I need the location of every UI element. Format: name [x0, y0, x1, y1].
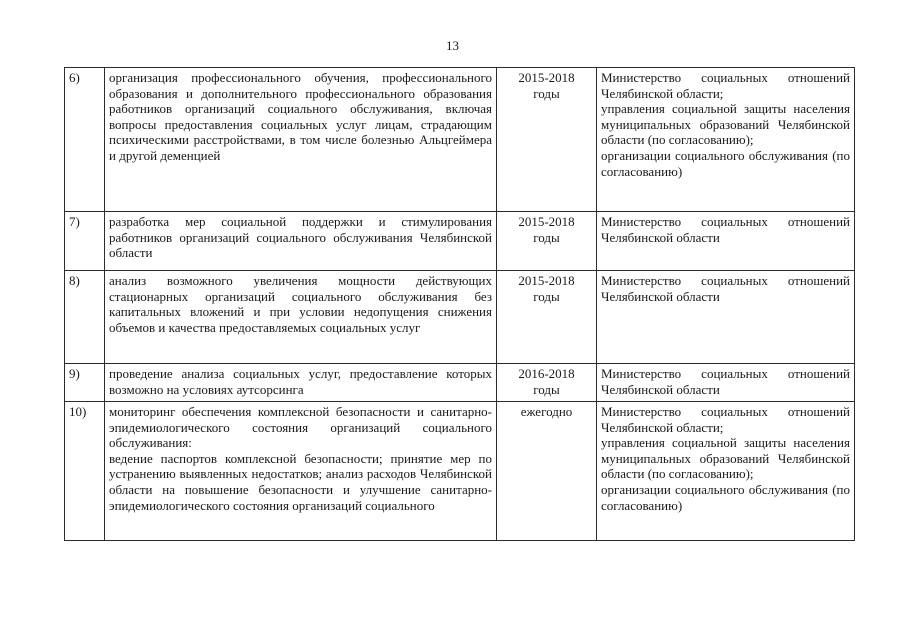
term-unit: годы — [533, 381, 560, 397]
responsible-cell — [597, 271, 855, 364]
term-cell — [497, 212, 597, 271]
term-years: 2015-2018 — [518, 273, 575, 288]
task-description: анализ возможного увеличения мощности действующих стационарных организаций социального обслуживания без капитальных вложений и при условии недопущения снижения объемов и качества предоставляемых социальных услуг — [105, 271, 497, 364]
responsible-item: организации социального обслуживания (по согласованию) — [601, 481, 850, 513]
task-description: разработка мер социальной поддержки и стимулирования работников организаций социального обслуживания Челябинской области — [105, 212, 497, 271]
page-number: 13 — [446, 38, 459, 53]
table-row — [65, 402, 855, 541]
term-cell — [497, 271, 597, 364]
table-row — [65, 212, 855, 271]
term-years: 2016-2018 — [518, 366, 575, 381]
task-cell — [105, 402, 497, 541]
task-description: ведение паспортов комплексной безопасности; принятие мер по устранению выявленных недостатков; анализ расходов Челябинской области на повышение безопасности и улучшение санитарно-эпидемиологического состояния организаций социального — [109, 450, 492, 513]
responsible-item: управления социальной защиты населения муниципальных образований Челябинской области (по согласованию); — [601, 101, 850, 148]
row-number: 9) — [65, 364, 105, 402]
term-years: 2015-2018 — [518, 214, 575, 229]
responsible-item: Министерство социальных отношений Челябинской области — [601, 214, 850, 245]
term-unit: годы — [533, 288, 560, 304]
responsible-cell — [597, 402, 855, 541]
table-row — [65, 271, 855, 364]
term-cell — [497, 364, 597, 402]
task-description: организация профессионального обучения, профессионального образования и дополнительного профессионального образования работников организаций социального обслуживания, включая вопросы предоставления социальных услуг лицам, страдающим психическими расстройствами, в том числе болезнью Альцгеймера и другой деменцией — [105, 68, 497, 212]
row-number: 6) — [65, 68, 105, 212]
term-years: ежегодно — [520, 404, 573, 419]
responsible-item: Министерство социальных отношений Челябинской области — [601, 366, 850, 397]
term-cell — [497, 402, 597, 541]
term-unit: годы — [533, 85, 560, 101]
term-unit: годы — [533, 229, 560, 245]
responsible-item: Министерство социальных отношений Челябинской области — [601, 273, 850, 304]
term-cell — [497, 68, 597, 212]
responsible-item: управления социальной защиты населения муниципальных образований Челябинской области (по согласованию); — [601, 435, 850, 482]
table-row — [65, 364, 855, 402]
row-number: 8) — [65, 271, 105, 364]
row-number: 10) — [65, 402, 105, 541]
responsible-cell — [597, 212, 855, 271]
task-description: мониторинг обеспечения комплексной безопасности и санитарно-эпидемиологического состояния организаций социального обслуживания: — [109, 404, 492, 451]
row-number: 7) — [65, 212, 105, 271]
responsible-item: Министерство социальных отношений Челябинской области; — [601, 404, 850, 435]
term-years: 2015-2018 — [518, 70, 575, 85]
responsible-item: Министерство социальных отношений Челябинской области; — [601, 70, 850, 101]
table-row — [65, 68, 855, 212]
responsible-cell — [597, 68, 855, 212]
responsible-item: организации социального обслуживания (по согласованию) — [601, 147, 850, 179]
measures-table — [64, 67, 855, 541]
responsible-cell — [597, 364, 855, 402]
task-description: проведение анализа социальных услуг, предоставление которых возможно на условиях аутсорсинга — [105, 364, 497, 402]
